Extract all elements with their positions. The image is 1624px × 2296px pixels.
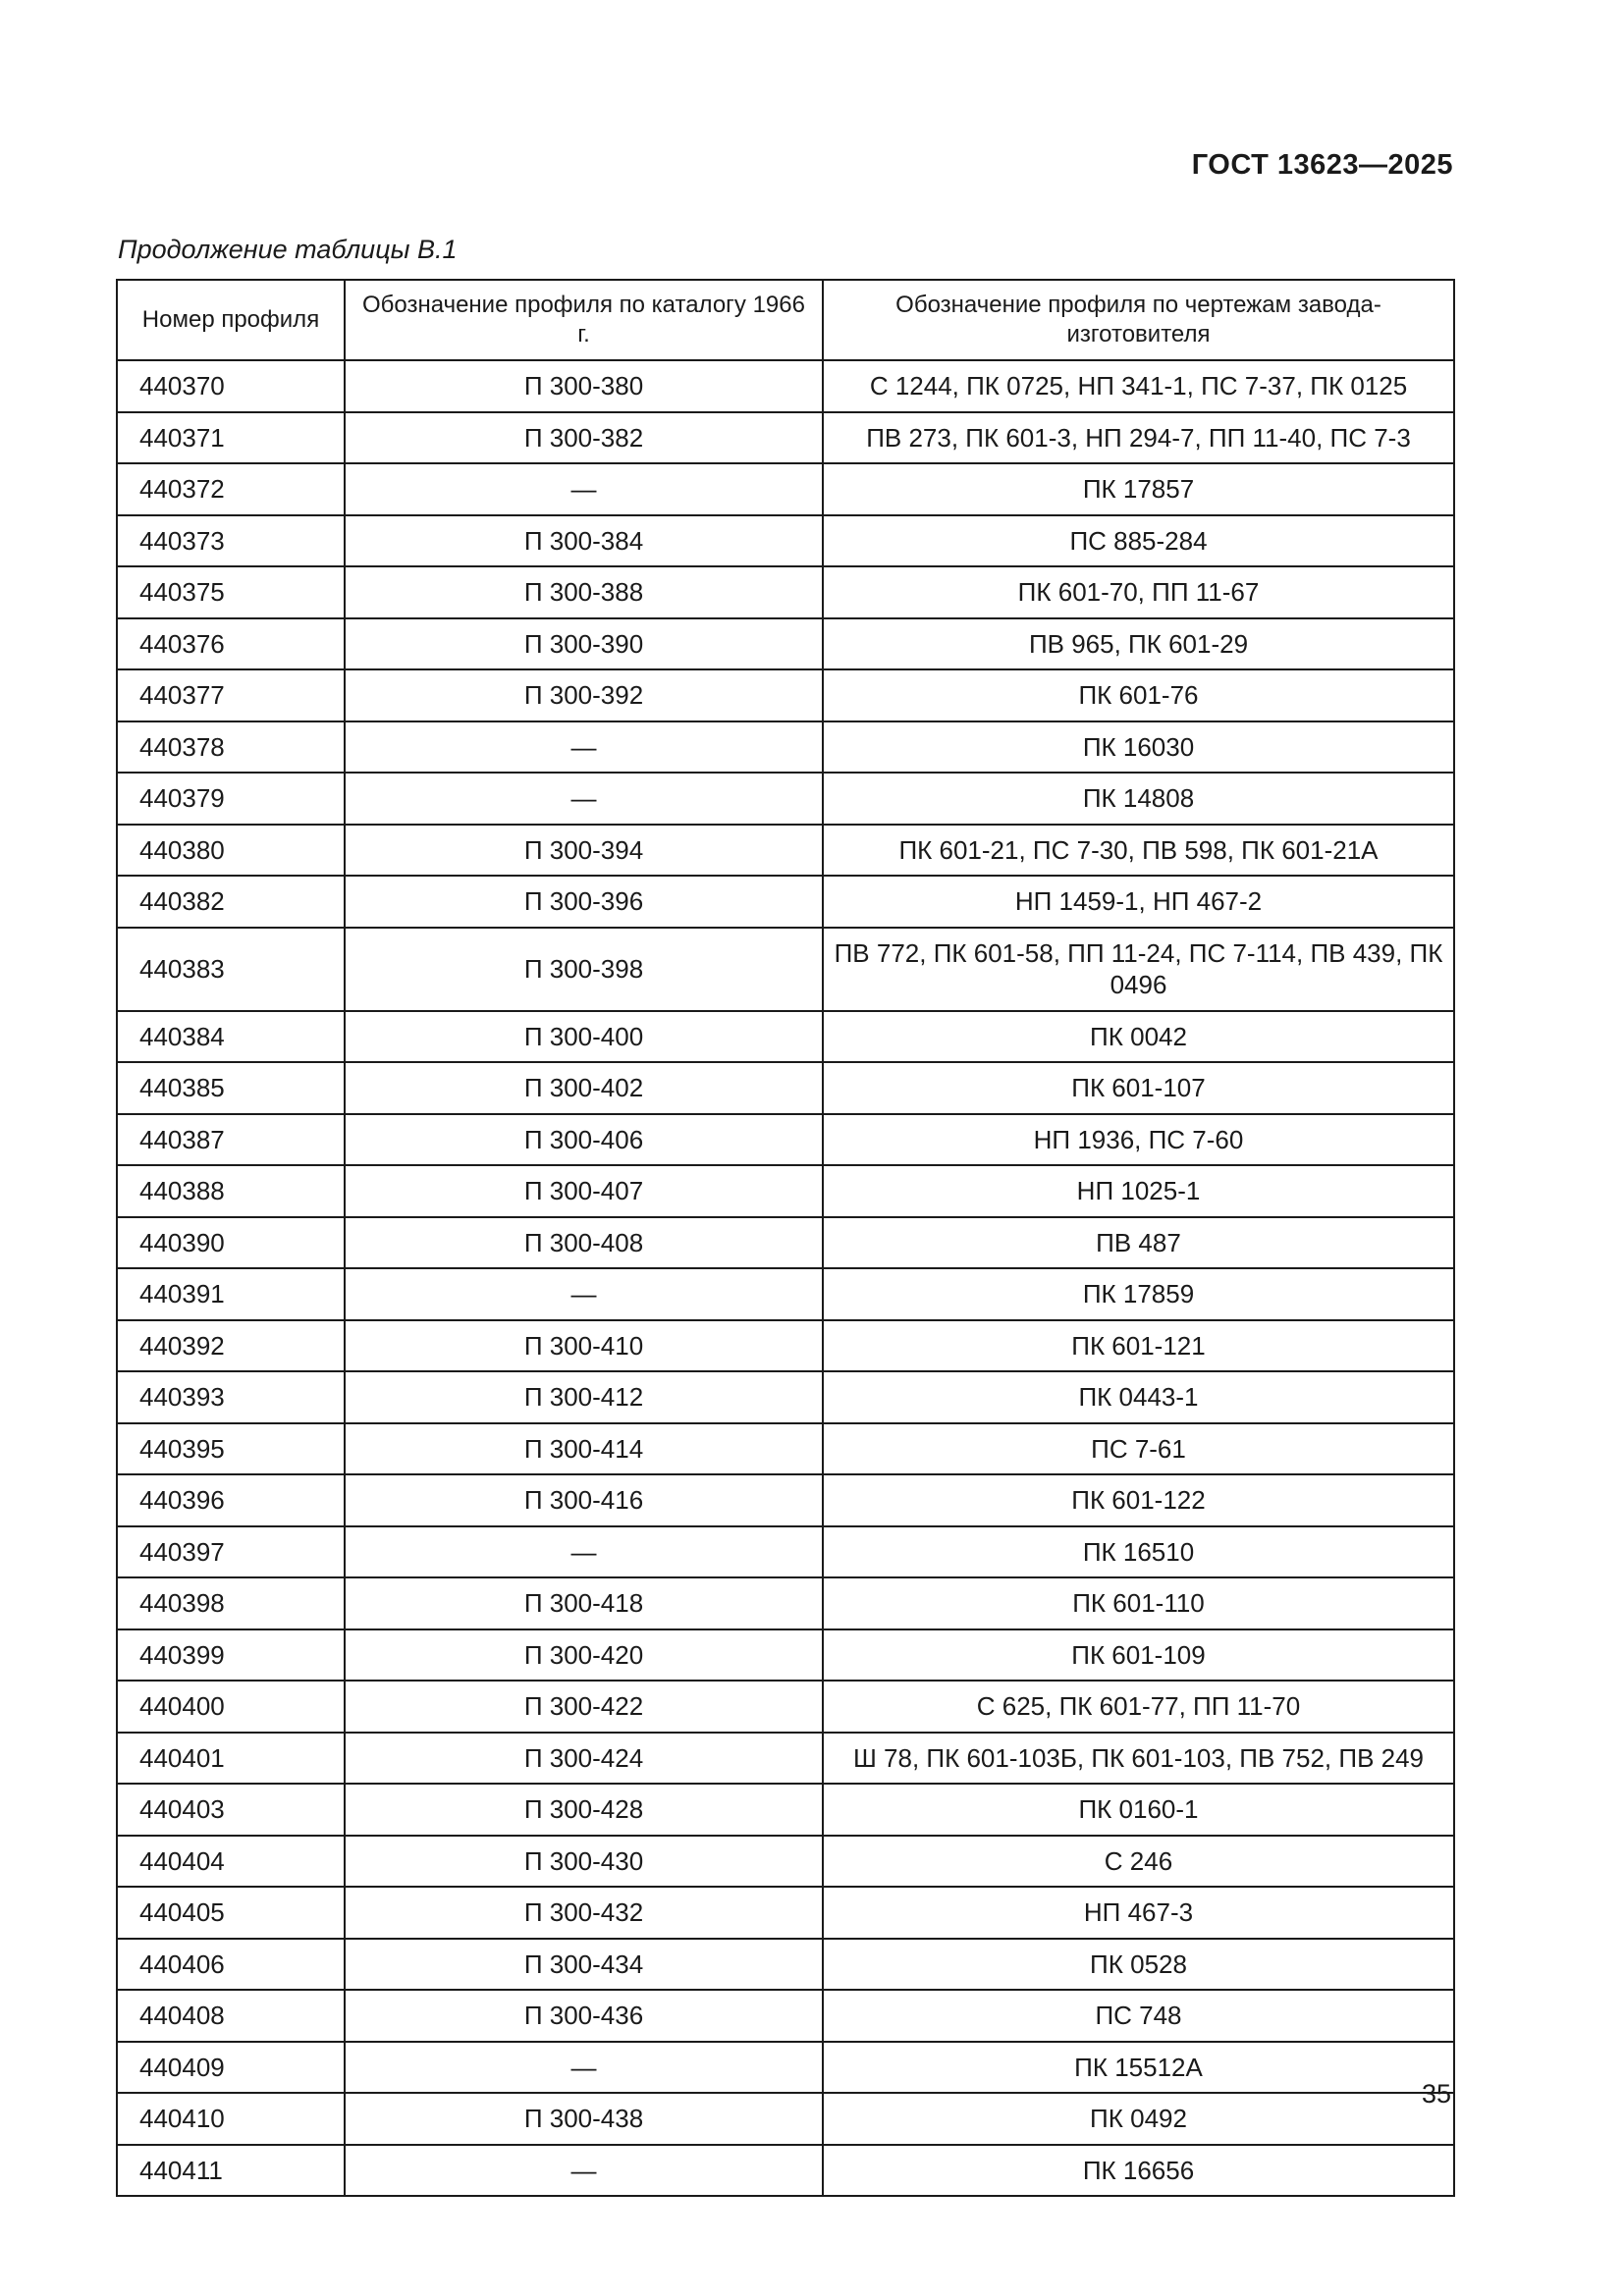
cell-profile-number: 440393 bbox=[117, 1371, 345, 1423]
cell-profile-number: 440399 bbox=[117, 1629, 345, 1682]
cell-catalog-1966: П 300-406 bbox=[345, 1114, 823, 1166]
table-row bbox=[117, 1577, 1454, 1629]
table-row bbox=[117, 1836, 1454, 1888]
cell-catalog-1966: П 300-407 bbox=[345, 1165, 823, 1217]
header-factory-drawings: Обозначение профиля по чертежам завода-изготовителя bbox=[823, 280, 1454, 360]
cell-catalog-1966: П 300-390 bbox=[345, 618, 823, 670]
cell-catalog-1966: П 300-422 bbox=[345, 1681, 823, 1733]
cell-factory-drawings: НП 1459-1, НП 467-2 bbox=[823, 876, 1454, 928]
cell-profile-number: 440409 bbox=[117, 2042, 345, 2094]
table-row bbox=[117, 1062, 1454, 1114]
cell-catalog-1966: — bbox=[345, 1268, 823, 1320]
cell-catalog-1966: — bbox=[345, 773, 823, 825]
table-row bbox=[117, 1268, 1454, 1320]
table-row bbox=[117, 1887, 1454, 1939]
table-row bbox=[117, 1371, 1454, 1423]
table-row bbox=[117, 1939, 1454, 1991]
cell-factory-drawings: ПК 0160-1 bbox=[823, 1784, 1454, 1836]
cell-catalog-1966: — bbox=[345, 2145, 823, 2197]
cell-profile-number: 440408 bbox=[117, 1990, 345, 2042]
table-row bbox=[117, 876, 1454, 928]
cell-profile-number: 440370 bbox=[117, 360, 345, 412]
cell-catalog-1966: — bbox=[345, 2042, 823, 2094]
cell-catalog-1966: П 300-436 bbox=[345, 1990, 823, 2042]
cell-factory-drawings: ПС 885-284 bbox=[823, 515, 1454, 567]
table-row bbox=[117, 928, 1454, 1011]
cell-profile-number: 440377 bbox=[117, 669, 345, 721]
table-row bbox=[117, 1423, 1454, 1475]
cell-factory-drawings: ПВ 487 bbox=[823, 1217, 1454, 1269]
cell-profile-number: 440380 bbox=[117, 825, 345, 877]
cell-profile-number: 440376 bbox=[117, 618, 345, 670]
cell-profile-number: 440392 bbox=[117, 1320, 345, 1372]
cell-factory-drawings: ПК 17859 bbox=[823, 1268, 1454, 1320]
table-row bbox=[117, 1990, 1454, 2042]
cell-catalog-1966: — bbox=[345, 721, 823, 774]
header-profile-number: Номер профиля bbox=[117, 280, 345, 360]
cell-factory-drawings: ПК 601-76 bbox=[823, 669, 1454, 721]
table-row bbox=[117, 515, 1454, 567]
cell-factory-drawings: ПК 601-109 bbox=[823, 1629, 1454, 1682]
cell-catalog-1966: П 300-388 bbox=[345, 566, 823, 618]
table-row bbox=[117, 1629, 1454, 1682]
profile-table bbox=[116, 279, 1455, 2197]
table-header bbox=[117, 280, 1454, 360]
cell-profile-number: 440395 bbox=[117, 1423, 345, 1475]
table-caption: Продолжение таблицы В.1 bbox=[118, 235, 458, 264]
cell-factory-drawings: ПК 601-107 bbox=[823, 1062, 1454, 1114]
table-row bbox=[117, 1165, 1454, 1217]
cell-factory-drawings: С 625, ПК 601-77, ПП 11-70 bbox=[823, 1681, 1454, 1733]
table-row bbox=[117, 1474, 1454, 1526]
cell-profile-number: 440403 bbox=[117, 1784, 345, 1836]
cell-profile-number: 440405 bbox=[117, 1887, 345, 1939]
cell-profile-number: 440410 bbox=[117, 2093, 345, 2145]
table-row bbox=[117, 1217, 1454, 1269]
cell-catalog-1966: П 300-434 bbox=[345, 1939, 823, 1991]
cell-factory-drawings: ПК 14808 bbox=[823, 773, 1454, 825]
cell-profile-number: 440379 bbox=[117, 773, 345, 825]
cell-factory-drawings: ПК 0443-1 bbox=[823, 1371, 1454, 1423]
cell-profile-number: 440387 bbox=[117, 1114, 345, 1166]
cell-profile-number: 440396 bbox=[117, 1474, 345, 1526]
table-row bbox=[117, 360, 1454, 412]
cell-catalog-1966: П 300-428 bbox=[345, 1784, 823, 1836]
cell-factory-drawings: ПС 748 bbox=[823, 1990, 1454, 2042]
cell-profile-number: 440398 bbox=[117, 1577, 345, 1629]
cell-factory-drawings: ПК 16030 bbox=[823, 721, 1454, 774]
cell-catalog-1966: П 300-414 bbox=[345, 1423, 823, 1475]
page-content bbox=[116, 149, 1453, 2197]
cell-profile-number: 440411 bbox=[117, 2145, 345, 2197]
cell-catalog-1966: П 300-400 bbox=[345, 1011, 823, 1063]
table-body bbox=[117, 360, 1454, 2196]
cell-catalog-1966: П 300-408 bbox=[345, 1217, 823, 1269]
cell-factory-drawings: ПК 17857 bbox=[823, 463, 1454, 515]
cell-profile-number: 440384 bbox=[117, 1011, 345, 1063]
table-row bbox=[117, 825, 1454, 877]
cell-factory-drawings: С 1244, ПК 0725, НП 341-1, ПС 7-37, ПК 0125 bbox=[823, 360, 1454, 412]
table-row bbox=[117, 1784, 1454, 1836]
cell-factory-drawings: ПК 0528 bbox=[823, 1939, 1454, 1991]
table-header-row bbox=[117, 280, 1454, 360]
cell-profile-number: 440375 bbox=[117, 566, 345, 618]
cell-catalog-1966: П 300-418 bbox=[345, 1577, 823, 1629]
cell-catalog-1966: П 300-432 bbox=[345, 1887, 823, 1939]
cell-factory-drawings: ПК 0492 bbox=[823, 2093, 1454, 2145]
cell-profile-number: 440401 bbox=[117, 1733, 345, 1785]
cell-catalog-1966: П 300-416 bbox=[345, 1474, 823, 1526]
page-number: 35 bbox=[1421, 2079, 1451, 2109]
table-row bbox=[117, 2093, 1454, 2145]
cell-catalog-1966: П 300-392 bbox=[345, 669, 823, 721]
cell-profile-number: 440385 bbox=[117, 1062, 345, 1114]
cell-catalog-1966: П 300-394 bbox=[345, 825, 823, 877]
cell-profile-number: 440404 bbox=[117, 1836, 345, 1888]
cell-catalog-1966: — bbox=[345, 463, 823, 515]
cell-factory-drawings: Ш 78, ПК 601-103Б, ПК 601-103, ПВ 752, ПВ 249 bbox=[823, 1733, 1454, 1785]
cell-catalog-1966: — bbox=[345, 1526, 823, 1578]
cell-factory-drawings: С 246 bbox=[823, 1836, 1454, 1888]
cell-factory-drawings: ПС 7-61 bbox=[823, 1423, 1454, 1475]
cell-catalog-1966: П 300-382 bbox=[345, 412, 823, 464]
cell-catalog-1966: П 300-398 bbox=[345, 928, 823, 1011]
cell-factory-drawings: ПК 16510 bbox=[823, 1526, 1454, 1578]
cell-factory-drawings: НП 467-3 bbox=[823, 1887, 1454, 1939]
cell-factory-drawings: ПВ 965, ПК 601-29 bbox=[823, 618, 1454, 670]
table-row bbox=[117, 463, 1454, 515]
table-row bbox=[117, 1733, 1454, 1785]
cell-factory-drawings: ПК 16656 bbox=[823, 2145, 1454, 2197]
table-row bbox=[117, 566, 1454, 618]
table-row bbox=[117, 2145, 1454, 2197]
cell-factory-drawings: ПК 601-70, ПП 11-67 bbox=[823, 566, 1454, 618]
cell-profile-number: 440383 bbox=[117, 928, 345, 1011]
cell-catalog-1966: П 300-412 bbox=[345, 1371, 823, 1423]
table-row bbox=[117, 1681, 1454, 1733]
cell-profile-number: 440391 bbox=[117, 1268, 345, 1320]
header-catalog-1966: Обозначение профиля по каталогу 1966 г. bbox=[345, 280, 823, 360]
cell-profile-number: 440390 bbox=[117, 1217, 345, 1269]
document-title: ГОСТ 13623—2025 bbox=[1191, 149, 1453, 181]
table-row bbox=[117, 2042, 1454, 2094]
cell-factory-drawings: ПК 601-121 bbox=[823, 1320, 1454, 1372]
cell-catalog-1966: П 300-430 bbox=[345, 1836, 823, 1888]
cell-profile-number: 440371 bbox=[117, 412, 345, 464]
cell-factory-drawings: ПК 601-110 bbox=[823, 1577, 1454, 1629]
table-row bbox=[117, 412, 1454, 464]
cell-profile-number: 440400 bbox=[117, 1681, 345, 1733]
cell-factory-drawings: ПК 601-122 bbox=[823, 1474, 1454, 1526]
table-row bbox=[117, 669, 1454, 721]
cell-catalog-1966: П 300-420 bbox=[345, 1629, 823, 1682]
table-row bbox=[117, 1320, 1454, 1372]
cell-factory-drawings: ПВ 772, ПК 601-58, ПП 11-24, ПС 7-114, ПВ 439, ПК 0496 bbox=[823, 928, 1454, 1011]
cell-catalog-1966: П 300-424 bbox=[345, 1733, 823, 1785]
cell-factory-drawings: НП 1936, ПС 7-60 bbox=[823, 1114, 1454, 1166]
cell-factory-drawings: ПК 15512А bbox=[823, 2042, 1454, 2094]
table-row bbox=[117, 1011, 1454, 1063]
table-row bbox=[117, 1114, 1454, 1166]
cell-catalog-1966: П 300-438 bbox=[345, 2093, 823, 2145]
cell-factory-drawings: ПК 0042 bbox=[823, 1011, 1454, 1063]
cell-profile-number: 440397 bbox=[117, 1526, 345, 1578]
cell-catalog-1966: П 300-384 bbox=[345, 515, 823, 567]
table-row bbox=[117, 1526, 1454, 1578]
table-row bbox=[117, 618, 1454, 670]
cell-factory-drawings: ПК 601-21, ПС 7-30, ПВ 598, ПК 601-21А bbox=[823, 825, 1454, 877]
cell-profile-number: 440406 bbox=[117, 1939, 345, 1991]
cell-profile-number: 440382 bbox=[117, 876, 345, 928]
cell-profile-number: 440388 bbox=[117, 1165, 345, 1217]
cell-catalog-1966: П 300-380 bbox=[345, 360, 823, 412]
table-row bbox=[117, 773, 1454, 825]
cell-factory-drawings: НП 1025-1 bbox=[823, 1165, 1454, 1217]
cell-catalog-1966: П 300-410 bbox=[345, 1320, 823, 1372]
cell-profile-number: 440372 bbox=[117, 463, 345, 515]
cell-catalog-1966: П 300-396 bbox=[345, 876, 823, 928]
cell-profile-number: 440378 bbox=[117, 721, 345, 774]
cell-factory-drawings: ПВ 273, ПК 601-3, НП 294-7, ПП 11-40, ПС 7-3 bbox=[823, 412, 1454, 464]
cell-catalog-1966: П 300-402 bbox=[345, 1062, 823, 1114]
table-row bbox=[117, 721, 1454, 774]
cell-profile-number: 440373 bbox=[117, 515, 345, 567]
